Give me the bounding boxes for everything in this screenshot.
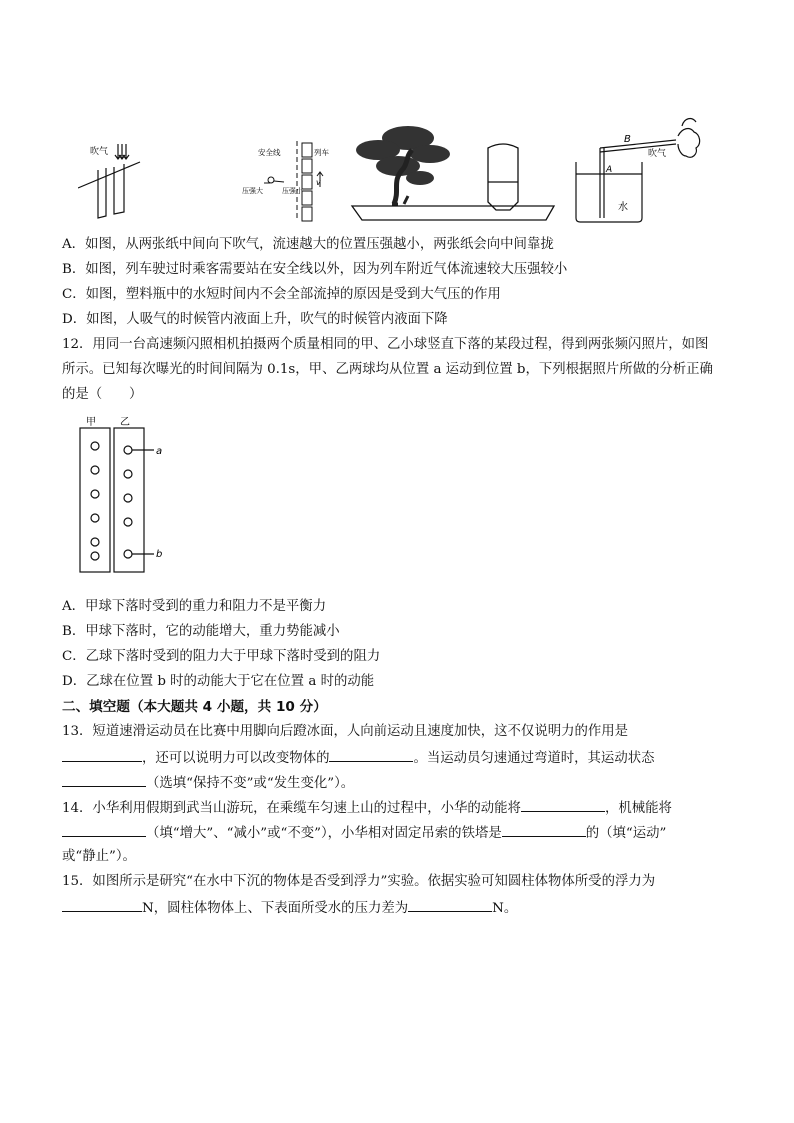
blow-label: 吹气 (648, 149, 667, 159)
label-jia: 甲 (86, 417, 96, 428)
q15-line-1: 15．如图所示是研究“在水中下沉的物体是否受到浮力”实验。依据实验可知圆柱体物体所受的浮力为 (62, 874, 656, 889)
label-a: A (606, 165, 613, 175)
water-label: 水 (618, 202, 628, 213)
label-yi: 乙 (120, 417, 130, 428)
q14-line-1 (62, 797, 672, 819)
label-b: B (624, 134, 631, 145)
label-b: b (156, 549, 163, 560)
q13-line-3 (62, 772, 354, 794)
q13-text: 。当运动员匀速通过弯道时，其运动状态 (413, 751, 655, 766)
answer-blank[interactable] (502, 822, 586, 837)
answer-blank[interactable] (62, 897, 142, 912)
q11-option-b: B．如图，列车驶过时乘客需要站在安全线以外，因为列车附近气体流速较大压强较小 (62, 262, 568, 277)
q15-text: N。 (492, 901, 518, 916)
answer-blank[interactable] (408, 897, 492, 912)
q12-option-d: D．乙球在位置 b 时的动能大于它在位置 a 时的动能 (62, 674, 375, 689)
blow-label: 吹气 (90, 147, 109, 157)
label-a: a (156, 446, 163, 457)
q12-line-2: 所示。已知每次曝光的时间间隔为 0.1s，甲、乙两球均从位置 a 运动到位置 b，下列根据照片所做的分析正确 (62, 362, 713, 377)
safety-line-label: 安全线 (258, 148, 281, 157)
q12-line-3: 的是（ ） (62, 387, 143, 402)
q13-text: ，还可以说明力可以改变物体的 (142, 751, 330, 766)
figure-strobe-photos (76, 414, 172, 576)
high-pressure-label: 压强大 (242, 187, 263, 195)
q13-text: （选填“保持不变”或“发生变化”）。 (146, 776, 355, 791)
train-label: 列车 (314, 148, 329, 157)
answer-blank[interactable] (62, 822, 146, 837)
q15-text: N，圆柱体物体上、下表面所受水的压力差为 (142, 901, 409, 916)
q11-option-d: D．如图，人吸气的时候管内液面上升，吹气的时候管内液面下降 (62, 312, 448, 327)
q14-text: 的（填“运动” (585, 826, 667, 841)
q12-option-a: A．甲球下落时受到的重力和阻力不是平衡力 (62, 599, 327, 614)
q13-line-1: 13．短道速滑运动员在比赛中用脚向后蹬冰面，人向前运动且速度加快，这不仅说明力的作用是 (62, 724, 629, 739)
section-2-title: 二、填空题（本大题共 4 小题，共 10 分） (62, 699, 327, 715)
q14-text: 14．小华利用假期到武当山游玩，在乘缆车匀速上山的过程中，小华的动能将 (62, 801, 521, 816)
q13-line-2 (62, 747, 655, 769)
answer-blank[interactable] (329, 747, 413, 762)
q11-option-c: C．如图，塑料瓶中的水短时间内不会全部流掉的原因是受到大气压的作用 (62, 287, 501, 302)
low-pressure-label: 压强小 (282, 187, 303, 195)
q14-text: ，机械能将 (604, 801, 672, 816)
figure-train-safety (240, 137, 340, 223)
answer-blank[interactable] (521, 797, 605, 812)
figure-bonsai-bottle (348, 120, 558, 226)
answer-blank[interactable] (62, 772, 146, 787)
q12-line-1: 12．用同一台高速频闪照相机拍摄两个质量相同的甲、乙小球竖直下落的某段过程，得到两张频闪照片，如图 (62, 337, 709, 352)
q11-option-a: A．如图，从两张纸中间向下吹气，流速越大的位置压强越小，两张纸会向中间靠拢 (62, 237, 554, 252)
answer-blank[interactable] (62, 747, 142, 762)
q14-text: （填“增大”、“减小”或“不变”），小华相对固定吊索的铁塔是 (146, 826, 502, 841)
velocity-label: v (316, 178, 321, 187)
q12-option-c: C．乙球下落时受到的阻力大于甲球下落时受到的阻力 (62, 649, 381, 664)
figure-paper-blow (78, 140, 148, 222)
q15-line-2 (62, 897, 517, 919)
figure-straw-beaker (566, 92, 716, 226)
q14-line-2 (62, 822, 666, 844)
q12-option-b: B．甲球下落时，它的动能增大，重力势能减小 (62, 624, 340, 639)
q14-line-3: 或“静止”）。 (62, 849, 136, 864)
